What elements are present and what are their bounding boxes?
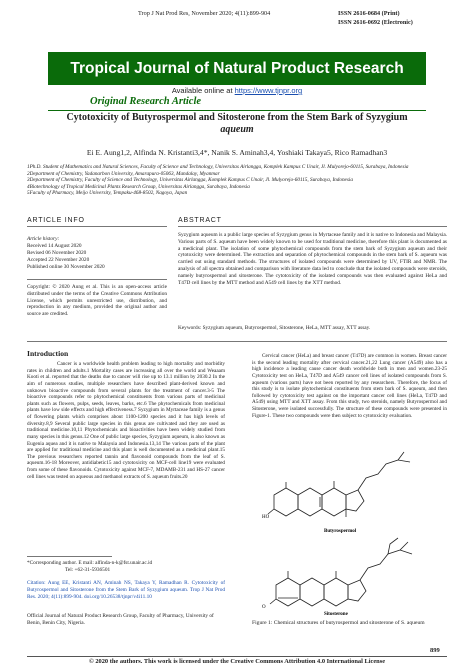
correspondence: [27, 560, 225, 574]
license-notice: © 2020 the authors. This work is licensed under the Creative Commons Attribution 4.0 International License: [88, 658, 386, 665]
figure-label-sitosterone: Sitosterone: [324, 612, 348, 615]
banner-divider: [48, 110, 426, 111]
journal-name: Tropical Journal of Natural Product Research: [70, 60, 404, 77]
available-online: [0, 86, 474, 95]
affiliation-2: 2Department of Chemistry, Yadanarbon University, Amarapura-05063, Mandalay, Myanmar: [27, 170, 220, 177]
footnote-rule: [27, 556, 112, 557]
authors: Ei E. Aung1,2, Alfinda N. Kristanti3,4*, Nanik S. Aminah3,4, Yoshiaki Takaya5, Rico Ramadhan3: [86, 148, 388, 157]
svg-text:HO: HO: [262, 515, 270, 520]
section-divider: [27, 341, 447, 342]
introduction-heading: Introduction: [27, 349, 69, 358]
paper-title-line2: aqueum: [220, 124, 254, 135]
article-history: [27, 236, 167, 271]
svg-text:O: O: [262, 605, 266, 610]
introduction-right-text: Cervical cancer (HeLa) and breast cancer (T47D) are common in women. Breast cancer is the second leading mortality after cervical cancer.21,22 Lung cancer (A549) also has a high incidence a leading cause cancer death worldwide both in men and women.23-25 Cytotoxicity test on HeLa, T47D and A549 cancer cell lines of isolated compounds from S. aqueum (various parts) have not been reported by any researchers. Therefore, the focus of this study is to isolate phytochemical constituents from stem bark of S. aqueum, and then followed by cytotoxicity test against on the important cancer cell lines (HeLa, T47D and A549) using MTT and XTT assay. From this study, two steroids, namely Butyrospermol and Sitosterone, were isolated successfully. The structure of these compounds were presented in Figure-1. These two compounds were then subject to cytotoxicity evaluation.: [252, 353, 447, 419]
journal-reference: Trop J Nat Prod Res, November 2020; 4(11):899-904: [138, 10, 271, 17]
affiliations: [27, 164, 447, 197]
history-label: Article history:: [27, 236, 60, 242]
citation: Citation: Aung EE, Kristanti AN, Aminah NS, Takaya Y, Ramadhan R. Cytotoxicity of Butyrospermol and Sitosterone from the Stem Bark of Syzygium aqueum. Trop J Nat Prod Res. 2020; 4(11):899-904. doi.org/10.26538/tjnpr/v4i11.10: [27, 580, 225, 600]
page-number: 899: [430, 647, 440, 654]
abstract-rule: [178, 226, 447, 227]
affiliation-1: 1Ph.D. Student of Mathematics and Natural Sciences, Faculty of Science and Technology, Universitas Airlangga, Komplek Kampus C Unair, Jl. Mulyorejo-60115, Surabaya, Indonesia: [27, 164, 409, 170]
published-date: Published online 30 November 2020: [27, 263, 105, 270]
butyrospermol-structure: [268, 452, 410, 517]
accepted-date: Accepted 22 November 2020: [27, 256, 90, 263]
abstract-heading: ABSTRACT: [178, 217, 222, 224]
corresponding-phone: Tel: +62-31-5936501: [65, 566, 111, 573]
revised-date: Revised 06 November 2020: [27, 249, 87, 256]
footer-rule: [27, 656, 447, 657]
keywords: Keywords: Syzygium aqueum, Butyrospermol, Sitosterone, HeLa, MTT assay, XTT assay.: [178, 325, 371, 331]
affiliation-3: 3Department of Chemistry, Faculty of Science and Technology, Universitas Airlangga, Komplek Kampus C Unair, Jl. Mulyorejo-60115, Surabaya, Indonesia: [27, 177, 353, 184]
available-online-prefix: Available online at: [171, 86, 235, 95]
figure-1-structures: [262, 450, 442, 615]
paper-title-line1: Cytotoxicity of Butyrospermol and Sitosterone from the Stem Bark of Syzygium: [66, 112, 408, 123]
affiliation-4: 4Biotechnology of Tropical Medicinal Plants Research Group, Universitas Airlangga, Surabaya, Indonesia: [27, 183, 250, 190]
received-date: Received 14 August 2020: [27, 242, 82, 249]
official-journal-note: Official Journal of Natural Product Research Group, Faculty of Pharmacy, University of Benin, Benin City, Nigeria.: [27, 613, 214, 626]
affiliation-5: 5Faculty of Pharmacy, Meijo University, Tempaku-468-8502, Nagoya, Japan: [27, 190, 188, 197]
copyright-rule: [27, 279, 167, 280]
issn-print: ISSN 2616-0684 (Print): [338, 10, 400, 17]
issn-electronic: ISSN 2616-0692 (Electronic): [338, 19, 413, 26]
sitosterone-structure: [270, 538, 412, 606]
journal-url-link[interactable]: https://www.tjnpr.org: [234, 86, 303, 95]
paper-title: [30, 112, 444, 136]
article-type: Original Research Article: [90, 96, 202, 107]
article-info-heading: ARTICLE INFO: [27, 217, 85, 224]
introduction-text: Cancer is a worldwide health problem leading to high mortality and morbidity rates in children and adults.1 Mortality cases are increasing all over the world and Weaaam Kooti et al. reported that the deaths due to cancer will rise up to 13.1 million by 2030.2 In the aim of numerous studies, multiple researchers have described plant-derived known and unknown bioactive compounds from several plants for the treatment of cancer.3-5 The bioactive compounds refer to phytochemical constituents from various parts of medicinal plants such as flowers, pulps, seeds, leaves, barks, etc.6 The phytochemicals from medicinal plants have low side effects and high effectiveness.7 Syzygium in Myrtaceae family is a genus of flowering plants which comprises about 1100-1200 species and it has high levels of diversity.8,9 Several public large species in this genus are cultivated and they are used as traditional medicine.10,11 Phytochemicals and bioactivities have been widely studied from many species in this genus.12 One of public large species, Syzygium aqueum, is also known as Eugenia aquea and it is native to Malaysia and Indonesia.13,14 The various parts of the plant are applied for traditional medicine and this plant is well documented as a medicinal plant.15 The previous researchers reported tannin and flavonoid compounds from the leaf of S. aqueum.16-18 Moreover, antidiabetic15 and cytotoxicity on MCF-cell line19 were evaluated from some of these flavonoids. Cytotoxicity against MCF-7, MDAMB-231 and HS-27 cancer cell lines was tested on aqueous and methanol extracts of S. aqueum fruits.20: [27, 361, 225, 480]
corresponding-email: *Corresponding author. E mail: alfinda-n-k@fst.unair.ac.id: [27, 560, 153, 566]
figure-label-butyrospermol: Butyrospermol: [324, 529, 357, 534]
abstract-text: Syzygium aqueum is a public large species of Syzygium genus in Myrtaceae family and it is native to Indonesia and Malaysia. Various parts of S. aqueum have been widely known to be used for traditional medicine, therefore this plant is documented as a medicinal plant. The isolation of some phytochemical compounds from the stem bark of Syzygium aqueum and their cytotoxicity were determined. The extraction and separation of phytochemical compounds in the stem bark of S. aqueum was carried out using standard methods. The structures of isolated compounds were determined by UV, FTIR and NMR. The analysis of all spectra obtained and comparison with literature data led to conclude that the isolated compounds were steroids, namely butyrospermol and sitosterone. The cytotoxicity of the isolated compounds was then evaluated against HeLa and T47D cell lines by the MTT method and A549 cell lines by the XTT method.: [178, 232, 447, 286]
copyright-notice: Copyright: © 2020 Aung et al. This is an open-access article distributed under the terms of the Creative Commons Attribution License, which permits unrestricted use, distribution, and reproduction in any medium, provided the original author and source are credited.: [27, 284, 167, 318]
figure-caption: Figure 1: Chemical structures of butyrospermol and sitosterone of S. aqueum: [252, 620, 425, 626]
article-info-rule: [27, 226, 167, 227]
